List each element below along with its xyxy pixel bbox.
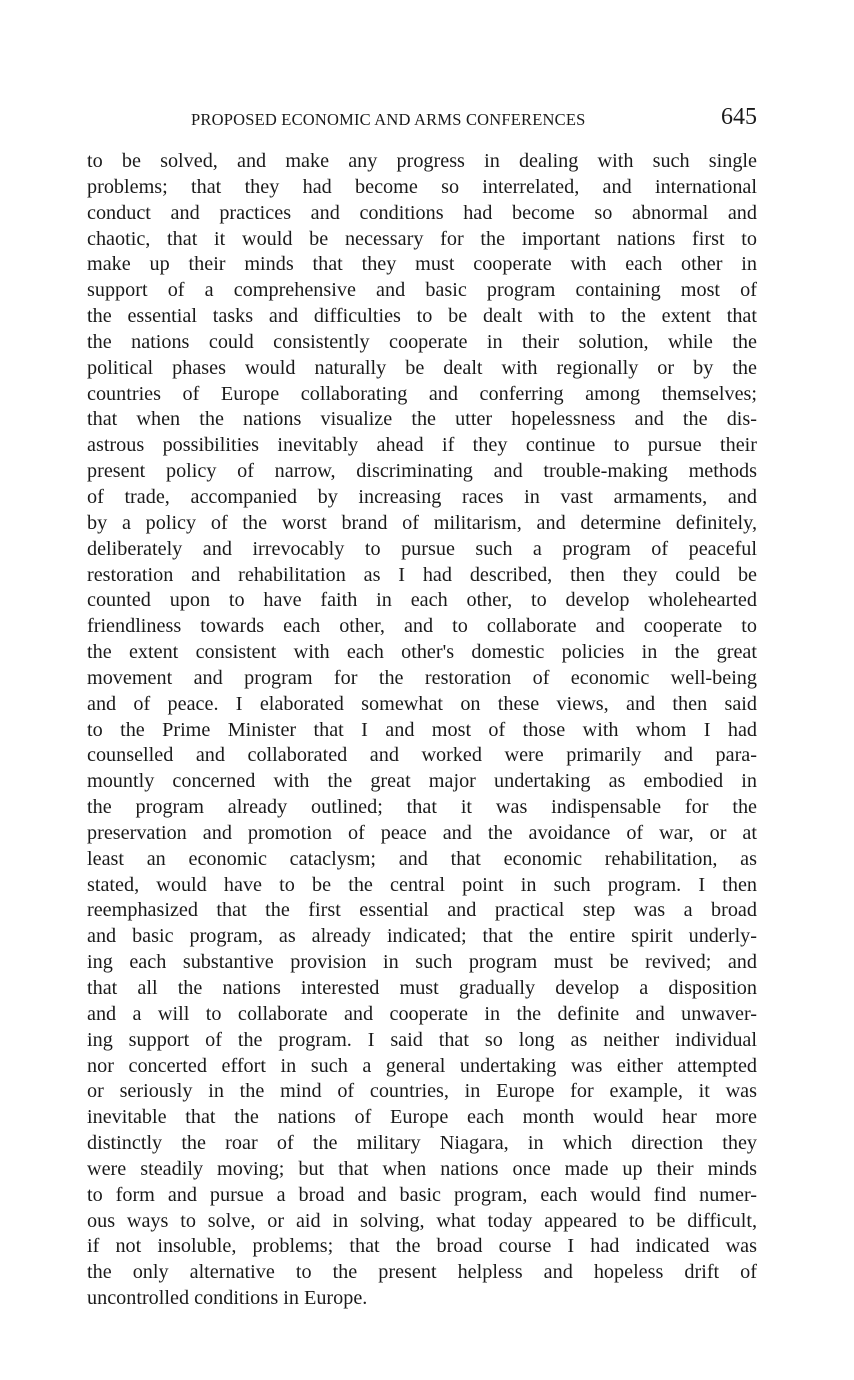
text-line: nor concerted effort in such a general undertaking was either attempted <box>87 1054 757 1077</box>
text-line: mountly concerned with the great major undertaking as embodied in <box>87 770 757 793</box>
text-line: that all the nations interested must gradually develop a disposition <box>87 977 757 999</box>
text-line: and a will to collaborate and cooperate in the definite and unwaver- <box>87 1002 757 1025</box>
text-line: and of peace. I elaborated somewhat on these views, and then said <box>87 692 757 715</box>
text-line: to form and pursue a broad and basic program, each would find numer- <box>87 1183 757 1206</box>
text-line: problems; that they had become so interrelated, and international <box>87 175 757 198</box>
text-line: reemphasized that the first essential and practical step was a broad <box>87 899 757 922</box>
text-line: restoration and rehabilitation as I had described, then they could be <box>87 563 757 586</box>
running-title: PROPOSED ECONOMIC AND ARMS CONFERENCES <box>191 110 586 129</box>
text-line: distinctly the roar of the military Niagara, in which direction they <box>87 1132 757 1155</box>
text-line: counted upon to have faith in each other, to develop wholehearted <box>87 589 757 612</box>
text-line: ous ways to solve, or aid in solving, what today appeared to be difficult, <box>87 1209 757 1232</box>
text-line: friendliness towards each other, and to collaborate and cooperate to <box>87 615 757 638</box>
text-line: by a policy of the worst brand of militarism, and determine definitely, <box>87 511 757 534</box>
text-line: countries of Europe collaborating and conferring among themselves; <box>87 382 757 405</box>
text-line: deliberately and irrevocably to pursue such a program of peaceful <box>87 537 757 560</box>
text-line: the essential tasks and difficulties to be dealt with to the extent that <box>87 305 757 328</box>
page-number: 645 <box>721 104 757 130</box>
text-line: were steadily moving; but that when nations once made up their minds <box>87 1157 757 1180</box>
text-line: make up their minds that they must cooperate with each other in <box>87 253 757 276</box>
text-line: the program already outlined; that it was indispensable for the <box>87 796 757 819</box>
text-line: support of a comprehensive and basic program containing most of <box>87 279 757 302</box>
text-line: and basic program, as already indicated; that the entire spirit underly- <box>87 925 757 948</box>
text-line: of trade, accompanied by increasing races in vast armaments, and <box>87 485 757 508</box>
text-line: stated, would have to be the central point in such program. I then <box>87 873 757 896</box>
body-paragraph <box>87 149 757 1312</box>
text-line: the nations could consistently cooperate in their solution, while the <box>87 330 757 353</box>
text-line: ing each substantive provision in such program must be revived; and <box>87 951 757 974</box>
running-header <box>87 104 757 138</box>
text-line: uncontrolled conditions in Europe. <box>87 1287 368 1310</box>
text-line: ing support of the program. I said that so long as neither individual <box>87 1028 757 1051</box>
text-line: inevitable that the nations of Europe each month would hear more <box>87 1106 757 1129</box>
text-line: the only alternative to the present helpless and hopeless drift of <box>87 1261 757 1284</box>
text-line: present policy of narrow, discriminating and trouble-making methods <box>87 460 757 483</box>
text-line: to the Prime Minister that I and most of those with whom I had <box>87 718 757 741</box>
text-line: movement and program for the restoration of economic well-being <box>87 666 757 689</box>
text-line: the extent consistent with each other's domestic policies in the great <box>87 641 757 664</box>
text-line: chaotic, that it would be necessary for the important nations first to <box>87 227 757 250</box>
text-line: least an economic cataclysm; and that economic rehabilitation, as <box>87 847 757 870</box>
text-line: if not insoluble, problems; that the broad course I had indicated was <box>87 1235 757 1258</box>
text-line: astrous possibilities inevitably ahead if they continue to pursue their <box>87 434 757 457</box>
text-line: that when the nations visualize the utter hopelessness and the dis- <box>87 408 757 431</box>
text-line: preservation and promotion of peace and the avoidance of war, or at <box>87 821 757 844</box>
text-line: conduct and practices and conditions had become so abnormal and <box>87 201 757 224</box>
text-line: counselled and collaborated and worked were primarily and para- <box>87 744 757 767</box>
text-line: to be solved, and make any progress in dealing with such single <box>87 150 757 172</box>
document-page <box>87 104 757 1312</box>
text-line: or seriously in the mind of countries, in Europe for example, it was <box>87 1080 757 1103</box>
text-line: political phases would naturally be dealt with regionally or by the <box>87 356 757 379</box>
